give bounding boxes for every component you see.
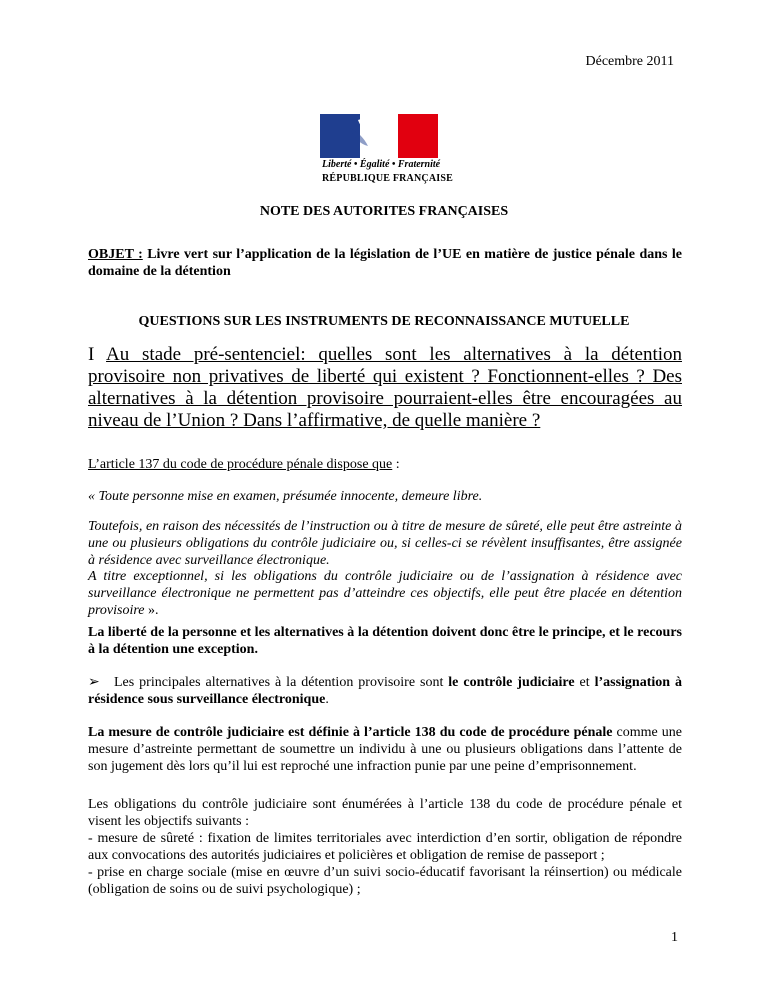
quote-paragraph-2: Toutefois, en raison des nécessités de l’instruction ou à titre de mesure de sûreté, elle peut être astreinte à une ou plusieurs obligations du contrôle judiciaire ou, si celles-ci se révèlent insuffisantes, être assignée à résidence avec surveillance électronique. (88, 519, 682, 568)
question-1 (88, 344, 682, 432)
note-title: NOTE DES AUTORITES FRANÇAISES (259, 204, 509, 219)
quote-paragraph-3 (88, 568, 682, 619)
measure-rest: comme une mesure d’astreinte permettant de soumettre un individu à une ou plusieurs obligations dans l’attente de son jugement dès lors qu’il lui est reproché une infraction punie par une peine d’emprisonnement. (88, 725, 682, 774)
marianne-logo (320, 114, 453, 204)
question-1-number: I (88, 344, 107, 365)
obligations-intro: Les obligations du contrôle judiciaire sont énumérées à l’article 138 du code de procédure pénale et visent les objectifs suivants : (88, 797, 682, 829)
objet-text: Livre vert sur l’application de la législation de l’UE en matière de justice pénale dans le domaine de la détention (88, 247, 683, 279)
objet-label: OBJET : (88, 247, 143, 262)
bullet-paragraph (88, 674, 682, 708)
logo-republic-label: RÉPUBLIQUE FRANÇAISE (322, 173, 453, 184)
bullet-end: . (325, 692, 329, 707)
intro-paragraph (88, 456, 682, 473)
bullet-pre: Les principales alternatives à la détention provisoire sont (114, 675, 449, 690)
logo-motto: Liberté • Égalité • Fraternité (322, 159, 441, 170)
quote-3-end: ». (144, 603, 159, 618)
bullet-bold-1: le contrôle judiciaire (448, 675, 575, 690)
questions-heading: QUESTIONS SUR LES INSTRUMENTS DE RECONNAISSANCE MUTUELLE (138, 314, 630, 329)
page-number: 1 (671, 930, 678, 945)
obligations-block (88, 796, 682, 898)
bullet-bold-2: l’assignation à résidence sous surveillance électronique (88, 675, 683, 707)
principle-paragraph: La liberté de la personne et les alternatives à la détention doivent donc être le principe, et le recours à la détention une exception. (88, 625, 682, 657)
marianne-flag-icon (320, 114, 438, 158)
obligation-item-2: - prise en charge sociale (mise en œuvre d’un suivi socio-éducatif favorisant la réinsertion) ou médicale (obligation de soins ou de suivi psychologique) ; (88, 865, 682, 897)
intro-underlined: L’article 137 du code de procédure pénale dispose que (88, 457, 393, 472)
document-date: Décembre 2011 (585, 54, 674, 69)
measure-bold: La mesure de contrôle judiciaire est définie à l’article 138 du code de procédure pénale (88, 725, 613, 740)
arrow-bullet-icon: ➢ (88, 675, 100, 690)
objet-paragraph (88, 246, 682, 280)
obligation-item-1: - mesure de sûreté : fixation de limites territoriales avec interdiction d’en sortir, obligation de répondre aux convocations des autorités judiciaires et policières et obligation de remise de passeport ; (88, 831, 682, 863)
quote-paragraph-1: « Toute personne mise en examen, présumée innocente, demeure libre. (88, 489, 483, 504)
bullet-mid: et (574, 675, 595, 690)
intro-tail: : (392, 457, 400, 472)
measure-paragraph (88, 724, 682, 775)
question-1-text: Au stade pré-sentenciel: quelles sont les alternatives à la détention provisoire non privatives de liberté qui existent ? Fonctionnent-elles ? Des alternatives à la détention provisoire pourraient-elles être encouragées au niveau de l’Union ? Dans l’affirmative, de quelle manière ? (88, 344, 682, 431)
quote-3-text: A titre exceptionnel, si les obligations du contrôle judiciaire ou de l’assignation à résidence avec surveillance électronique ne permettent pas d’atteindre ces objectifs, elle peut être placée en détention provisoire (88, 569, 682, 618)
